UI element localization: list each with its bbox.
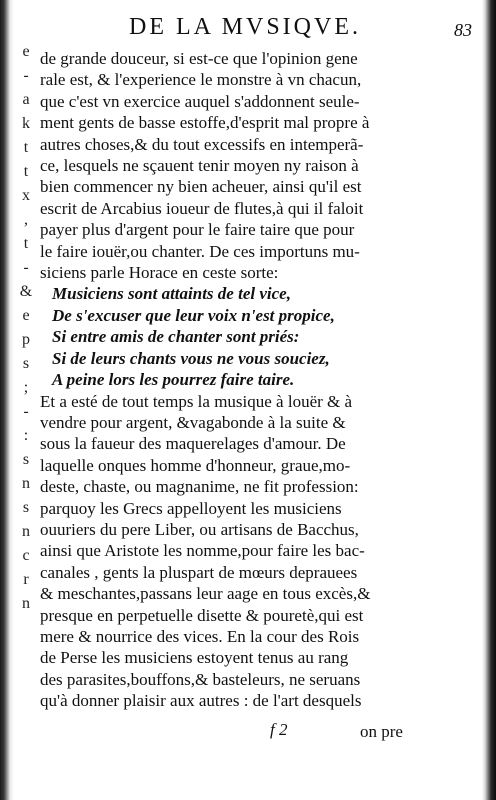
text-line: sous la faueur des maquerelages d'amour. De [40, 434, 346, 454]
gutter-letter: : [23, 427, 29, 444]
signature-mark: f 2 [270, 720, 288, 739]
text-line: rale est, & l'experience le monstre à vn chacun, [40, 70, 362, 90]
gutter-letter: n [22, 523, 30, 540]
verse-line: Musiciens sont attaints de tel vice, [52, 284, 291, 304]
verse-line: Si entre amis de chanter sont priés: [52, 327, 300, 347]
facing-page-gutter [16, 40, 36, 740]
verse-line: Si de leurs chants vous ne vous souciez, [52, 348, 330, 368]
gutter-letter: e [22, 307, 30, 324]
text-line: canales , gents la pluspart de mœurs deprauees [40, 562, 358, 582]
gutter-letter: t [23, 235, 29, 252]
page-left-edge-shadow [0, 0, 14, 800]
text-line: bien commencer ny bien acheuer, ainsi qu'il est [40, 177, 362, 197]
gutter-letter: ; [23, 379, 29, 396]
text-line: ment gents de basse estoffe,d'esprit mal propre à [40, 113, 370, 133]
gutter-letter: s [22, 355, 30, 372]
running-title: DE LA MVSIQVE. [129, 14, 361, 40]
text-line: vendre pour argent, &vagabonde à la suite & [40, 412, 346, 432]
page-number: 83 [454, 20, 472, 40]
gutter-letter: n [22, 595, 30, 612]
page-right-edge-shadow [482, 0, 496, 800]
gutter-letter: t [23, 139, 29, 156]
gutter-letter: n [22, 475, 30, 492]
text-line: laquelle onques homme d'honneur, graue,mo- [40, 455, 351, 475]
text-line: ce, lesquels ne sçauent tenir moyen ny raison à [40, 156, 359, 176]
verse-line: De s'excuser que leur voix n'est propice, [52, 305, 335, 325]
verse-quotation [40, 283, 442, 390]
gutter-letter: c [22, 547, 30, 564]
text-line: qu'à donner plaisir aux autres : de l'art desquels [40, 691, 362, 711]
gutter-letter: - [23, 67, 29, 84]
text-line: que c'est vn exercice auquel s'addonnent seule- [40, 91, 360, 111]
gutter-letter: s [22, 499, 30, 516]
gutter-letter: & [19, 283, 33, 300]
text-line: de Perse les musiciens estoyent tenus au rang [40, 648, 349, 668]
gutter-letter: r [23, 571, 29, 588]
gutter-letter: k [22, 115, 30, 132]
text-line: parquoy les Grecs appelloyent les musiciens [40, 498, 342, 518]
gutter-letter: p [22, 331, 30, 348]
gutter-letter: t [23, 163, 29, 180]
text-line: escrit de Arcabius ioueur de flutes,à qui il faloit [40, 198, 364, 218]
text-line: de grande douceur, si est-ce que l'opinion gene [40, 49, 358, 68]
text-line: presque en perpetuelle disette & pouretè,qui est [40, 605, 364, 625]
gutter-letter: x [22, 187, 30, 204]
text-line: mere & nourrice des vices. En la cour des Rois [40, 626, 360, 646]
text-line: le faire iouër,ou chanter. De ces importuns mu- [40, 241, 360, 261]
text-line: des parasites,bouffons,& basteleurs, ne seruans [40, 669, 361, 689]
gutter-letter: - [23, 259, 29, 276]
text-line: & meschantes,passans leur aage en tous excès,& [40, 584, 371, 604]
text-line: ouuriers du pere Liber, ou artisans de Bacchus, [40, 519, 359, 539]
gutter-letter: , [24, 211, 28, 228]
gutter-letter: e [22, 43, 30, 60]
text-line: ainsi que Aristote les nomme,pour faire les bac- [40, 541, 365, 561]
text-line: siciens parle Horace en ceste sorte: [40, 263, 279, 283]
text-line: Et a esté de tout temps la musique à louër & à [40, 391, 353, 411]
text-line: payer plus d'argent pour le faire taire que pour [40, 220, 355, 240]
verse-line: A peine lors les pourrez faire taire. [52, 370, 295, 390]
catchword: on pre [360, 722, 403, 741]
gutter-letter: s [22, 451, 30, 468]
text-line: autres choses,& du tout excessifs en intemperã- [40, 134, 364, 154]
gutter-letter: a [22, 91, 30, 108]
gutter-letter: - [23, 403, 29, 420]
body-text [40, 48, 442, 712]
text-line: deste, chaste, ou magnanime, ne fit profession: [40, 477, 359, 497]
